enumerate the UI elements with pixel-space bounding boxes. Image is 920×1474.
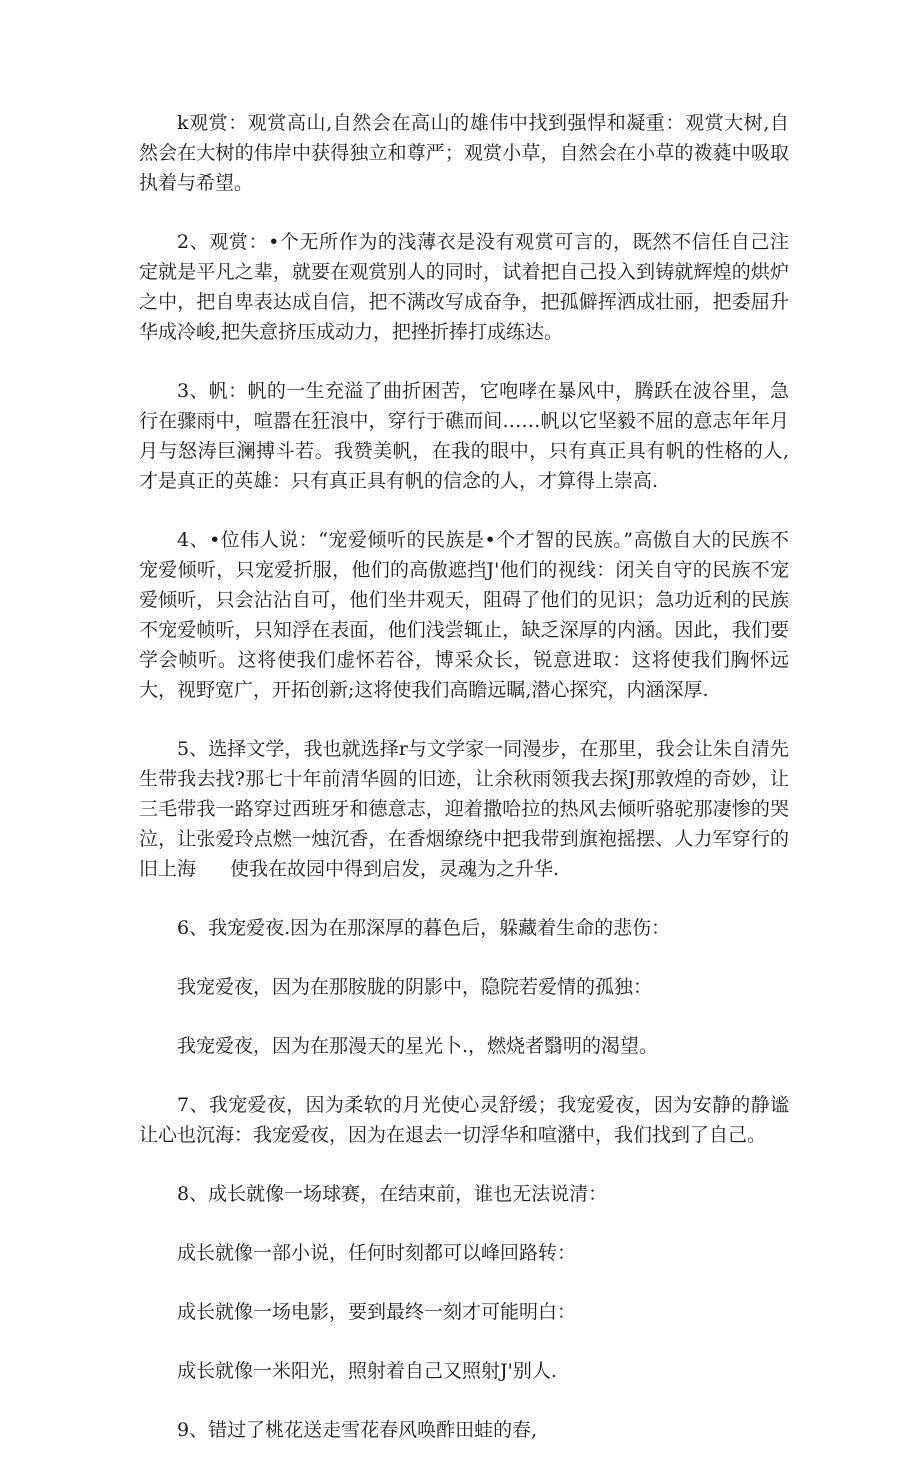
paragraph-5-part-1: 5、选择文学，我也就选择r与文学家一同漫步，在那里，我会让朱自清先生带我去找?那七十年前清华圆的旧迹，让余秋雨领我去探J那敦煌的奇妙，让三毛带我一路穿过西班牙和德意志，迎着撒哈拉的热风去倾听骆驼那凄惨的哭泣，让张爱玲点燃一烛沉香，在香烟缭绕中把我带到旗袍摇摆、人力军穿行的旧上海	[139, 738, 789, 880]
paragraph-9: 7、我宠爱夜，因为柔软的月光使心灵舒缓；我宠爱夜，因为安静的静谧让心也沉海：我宠爱夜，因为在退去一切浮华和喧潴中，我们找到了自己。	[139, 1094, 789, 1146]
paragraph-5	[139, 734, 789, 884]
paragraph-5-part-2: 使我在故园中得到启发，灵魂为之升华.	[230, 858, 560, 880]
paragraph-12: 成长就像一场电影，要到最终一刻才可能明白：	[177, 1301, 577, 1323]
paragraph-3: 3、帆：帆的一生充溢了曲折困苦，它咆哮在暴风中，腾跃在波谷里，急行在骤雨中，喧嚣在狂浪中，穿行于礁而间……帆以它坚毅不屈的意志年年月月与怒涛巨澜搏斗若。我赞美帆，在我的眼中，只有真正具有帆的性格的人,才是真正的英雄：只有真正具有帆的信念的人，才算得上崇高.	[139, 380, 789, 492]
paragraph-6: 6、我宠爱夜.因为在那深厚的暮色后，躲藏着生命的悲伤：	[177, 917, 671, 939]
paragraph-14: 9、错过了桃花送走雪花春风唤酢田蛙的春,	[177, 1419, 538, 1441]
paragraph-1: k观赏：观赏高山,自然会在高山的雄伟中找到强悍和凝重：观赏大树,自然会在大树的伟岸中获得独立和尊严；观赏小草，自然会在小草的袯蕤中吸取执着与希望。	[139, 112, 789, 194]
paragraph-7: 我宠爱夜，因为在那胺胧的阴影中，隐院若爱情的孤独：	[177, 976, 653, 998]
paragraph-13: 成长就像一米阳光，照射着自己又照射J'别人.	[177, 1360, 557, 1382]
document-body	[139, 108, 789, 1474]
paragraph-2: 2、观赏：•个无所作为的浅薄衣是没有观赏可言的，既然不信任自己注定就是平凡之辈，就要在观赏别人的同时，试着把自己投入到铸就辉煌的烘炉之中，把自卑表达成自信，把不满改写成奋争，把孤僻挥洒成壮丽，把委屈升华成冷峻,把失意挤压成动力，把挫折捧打成练达。	[139, 231, 789, 343]
paragraph-4: 4、•位伟人说：“宠爱倾听的民族是•个才智的民族。”高傲自大的民族不宠爱倾听，只宠爱折服，他们的高傲遮挡J'他们的视线：闭关自守的民族不宠爱倾听，只会沾沾自可，他们坐井观天，阻碍了他们的见识；急功近利的民族不宠爱帧听，只知浮在表面，他们浅尝辄止，缺乏深厚的内涵。因此，我们要学会帧听。这将使我们虚怀若谷，博采众长，锐意进取：这将使我们胸怀远大，视野宽广，开拓创新;这将使我们高瞻远瞩,潜心探究，内涵深厚.	[139, 529, 789, 701]
paragraph-11: 成长就像一部小说，任何时刻都可以峰回路转：	[177, 1242, 577, 1264]
paragraph-10: 8、成长就像一场球赛，在结束前，谁也无法说清：	[177, 1183, 608, 1205]
paragraph-8: 我宠爱夜，因为在那漫天的星光卜.，燃烧者翳明的渴望。	[177, 1035, 659, 1057]
